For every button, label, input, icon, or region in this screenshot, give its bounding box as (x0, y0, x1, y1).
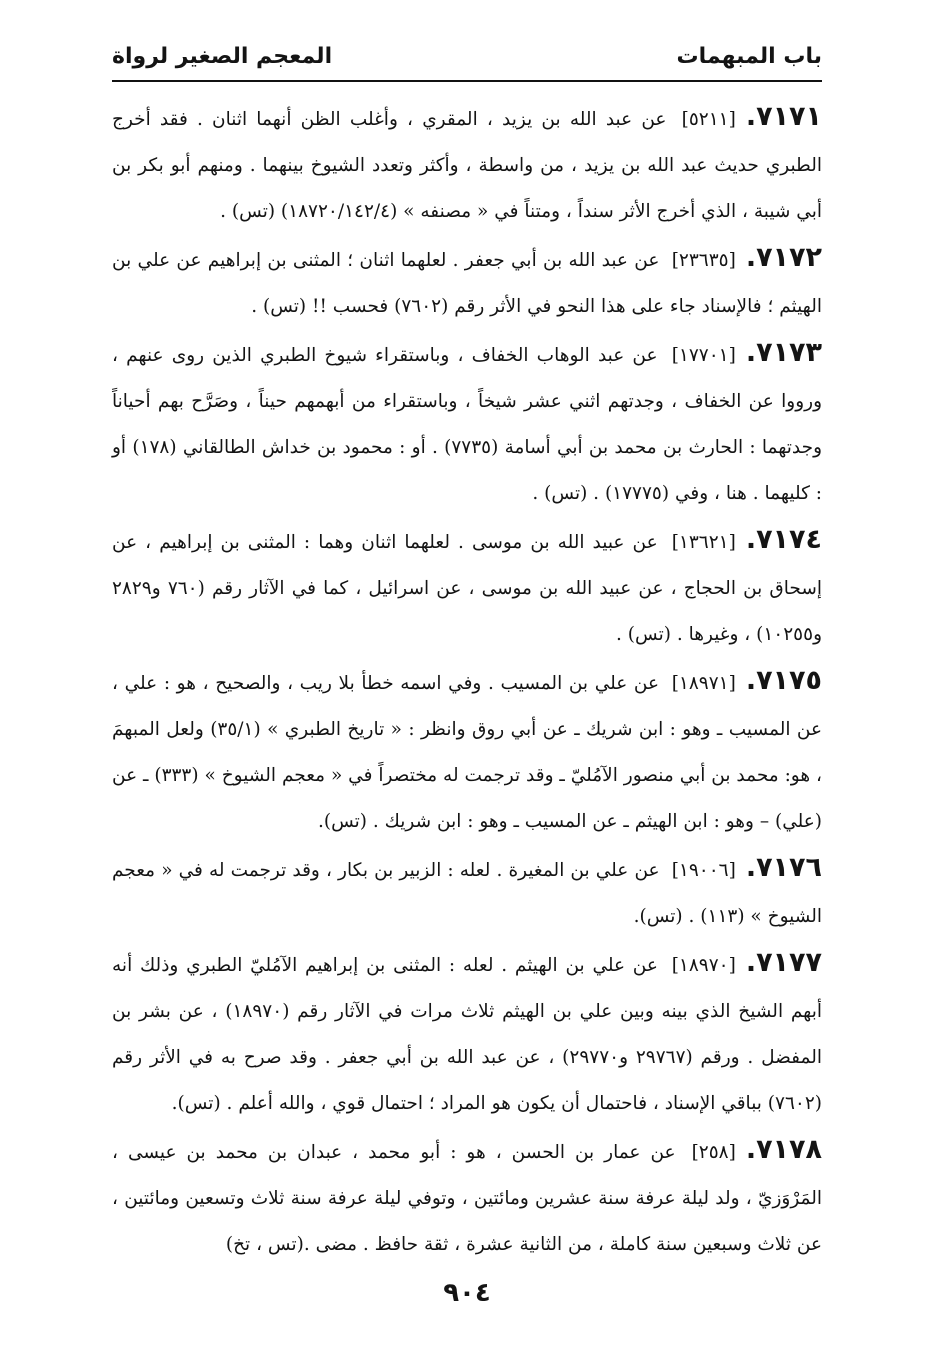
entry-reference: [١٨٩٧١] (671, 673, 736, 694)
entry-text: عن عبد الوهاب الخفاف ، وباستقراء شيوخ الطبري الذين روى عنهم ، ورووا عن الخفاف ، وجدتهم اثني عشر شيخاً ، وباستقراء من أبهمهم حيناً ، وصَرَّح بهم أحياناً وجدتهما : الحارث بن محمد بن أبي أسامة (٧٧٣٥) . أو : محمود بن خداش الطالقاني (١٧٨) أو : كليهما . هنا ، وفي (١٧٧٧٥) . (تس) . (112, 345, 823, 504)
entry-7176 (112, 845, 822, 940)
entry-7172 (112, 235, 822, 330)
entry-number: ٧١٧١. (745, 101, 823, 132)
entry-text: عن علي بن المسيب . وفي اسمه خطأ بلا ريب ، والصحيح ، هو : علي ، عن المسيب ـ وهو : ابن شريك ـ عن أبي روق وانظر : « تاريخ الطبري » (٣٥/١) ولعل المبهمَ ، هو: محمد بن أبي منصور الآمُليّ ـ وقد ترجمت له مختصراً في « معجم الشيوخ » (٣٣٣) ـ عن (علي) – وهو : ابن الهيثم ـ عن المسيب ـ وهو : ابن شريك . (تس). (112, 673, 822, 832)
entry-number: ٧١٧٤. (745, 524, 822, 555)
entry-text: عن علي بن الهيثم . لعله : المثنى بن إبراهيم الآمُليّ الطبري وذلك أنه أبهم الشيخ الذي بينه وبين علي بن الهيثم ثلاث مرات في الآثار رقم (١٨٩٧٠) ، عن بشر بن المفضل . ورقم (٢٩٧٦٧ و٢٩٧٧٠) ، عن عبد الله بن أبي جعفر . وقد صرح به في الأثر رقم (٧٦٠٢) بباقي الإسناد ، فاحتمال أن يكون هو المراد ؛ احتمال قوي ، والله أعلم . (تس). (112, 955, 822, 1114)
entry-text: عن عبيد الله بن موسى . لعلهما اثنان وهما : المثنى بن إبراهيم ، عن إسحاق بن الحجاج ، عن عبيد الله بن موسى ، عن اسرائيل ، كما في الآثار رقم (٧٦٠ و٢٨٢٩ و١٠٢٥٥) ، وغيرها . (تس) . (112, 532, 822, 645)
entry-number: ٧١٧٣. (745, 337, 823, 368)
entry-7175 (112, 658, 822, 845)
entry-reference: [٢٥٨] (691, 1142, 736, 1163)
entry-7177 (112, 940, 822, 1127)
entry-7178 (112, 1127, 822, 1268)
entry-number: ٧١٧٧. (745, 947, 822, 978)
entry-number: ٧١٧٢. (745, 242, 822, 273)
entry-reference: [١٨٩٧٠] (671, 955, 736, 976)
entry-7173 (112, 330, 822, 517)
page-number: ٩٠٤ (443, 1278, 491, 1308)
entry-text: عن عمار بن الحسن ، هو : أبو محمد ، عبدان بن محمد بن عيسى ، المَرْوَزيّ ، ولد ليلة عرفة سنة عشرين ومائتين ، وتوفي ليلة عرفة سنة ثلاث وتسعين ومائتين ، عن ثلاث وسبعين سنة كاملة ، من الثانية عشرة ، ثقة حافظ . مضى .(تس ، تخ) (112, 1142, 822, 1255)
entry-text: عن عبد الله بن أبي جعفر . لعلهما اثنان ؛ المثنى بن إبراهيم عن علي بن الهيثم ؛ فالإسناد جاء على هذا النحو في الأثر رقم (٧٦٠٢) فحسب !! (تس) . (112, 250, 822, 317)
entry-number: ٧١٧٦. (745, 852, 822, 883)
entry-reference: [٥٢١١] (681, 109, 736, 130)
entry-7174 (112, 517, 822, 658)
entry-reference: [١٩٠٠٦] (671, 860, 736, 881)
entry-reference: [١٧٧٠١] (671, 345, 736, 366)
page-header (112, 34, 822, 78)
entry-number: ٧١٧٨. (745, 1134, 822, 1165)
entry-number: ٧١٧٥. (745, 665, 822, 696)
page-body (112, 94, 822, 1268)
entry-text: عن عبد الله بن يزيد ، المقري ، وأغلب الظن أنهما اثنان . فقد أخرج الطبري حديث عبد الله بن يزيد ، من واسطة ، وأكثر وتعدد الشيوخ بينهما . ومنهم أبو بكر بن أبي شيبة ، الذي أخرج الأثر سنداً ، ومتناً في « مصنفه » (١٨٧٢٠/١٤٢/٤) (تس) . (112, 109, 822, 222)
book-title: المعجم الصغير لرواة (112, 43, 333, 69)
entry-reference: [٢٣٦٣٥] (671, 250, 736, 271)
chapter-title: باب المبهمات (676, 43, 822, 69)
entry-text: عن علي بن المغيرة . لعله : الزبير بن بكار ، وقد ترجمت له في « معجم الشيوخ » (١١٣) . (تس). (112, 860, 822, 927)
header-rule (112, 80, 822, 82)
entry-reference: [١٣٦٢١] (671, 532, 736, 553)
entry-7171 (112, 94, 822, 235)
